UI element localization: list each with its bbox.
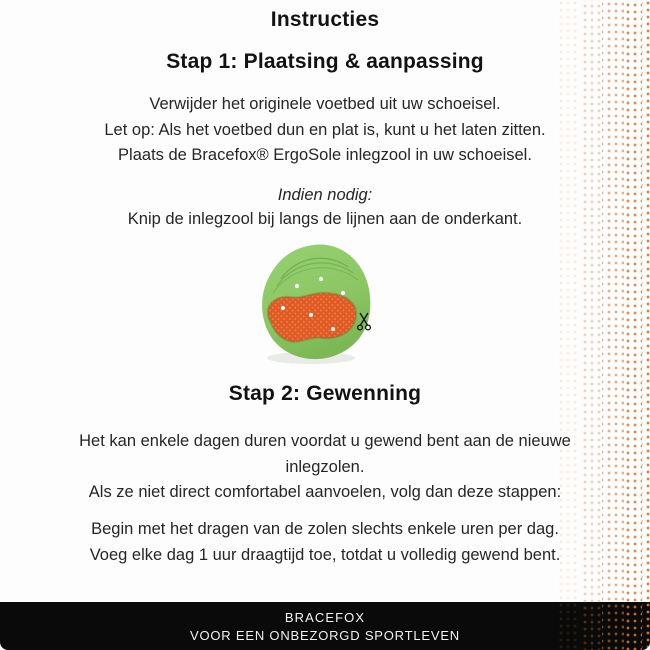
step2-heading: Stap 2: Gewenning xyxy=(228,382,422,405)
page-title: Instructies xyxy=(270,8,380,31)
step1-paragraph xyxy=(0,92,650,169)
step2-line-4: Begin met het dragen van de zolen slechts enkele uren per dag. xyxy=(91,520,559,538)
insole-toe-image xyxy=(253,241,377,367)
dot-marker xyxy=(281,306,285,310)
dot-marker xyxy=(341,291,345,295)
step2-line-2: inlegzolen. xyxy=(285,457,365,476)
step1-line-2: Let op: Als het voetbed dun en plat is, kunt u het laten zitten. xyxy=(104,120,546,139)
step1-heading: Stap 1: Plaatsing & aanpassing xyxy=(166,50,484,73)
brand-tagline: VOOR EEN ONBEZORGD SPORTLEVEN xyxy=(189,627,460,643)
brand-name: BRACEFOX xyxy=(284,609,366,625)
brand-footer xyxy=(0,602,650,650)
step1-line-3: Plaats de Bracefox® ErgoSole inlegzool in uw schoeisel. xyxy=(118,146,532,164)
step2-paragraph-1 xyxy=(0,429,650,506)
step1-note-label: Indien nodig: xyxy=(277,186,373,204)
step2-line-1: Het kan enkele dagen duren voordat u gewend bent aan de nieuwe xyxy=(79,432,571,450)
forefoot-pad xyxy=(268,293,356,342)
dot-marker xyxy=(295,284,299,288)
dot-marker xyxy=(319,277,323,281)
step2-line-5: Voeg elke dag 1 uur draagtijd toe, totdat u volledig gewend bent. xyxy=(89,545,561,564)
insole-illustration xyxy=(253,241,377,367)
step1-line-1: Verwijder het originele voetbed uit uw schoeisel. xyxy=(149,95,501,113)
step2-line-3: Als ze niet direct comfortabel aanvoelen, volg dan deze stappen: xyxy=(88,483,562,501)
step2-paragraph-2 xyxy=(0,517,650,568)
dot-marker xyxy=(309,313,313,317)
dot-marker xyxy=(331,327,335,331)
step1-note-line: Knip de inlegzool bij langs de lijnen aan de onderkant. xyxy=(127,210,523,228)
